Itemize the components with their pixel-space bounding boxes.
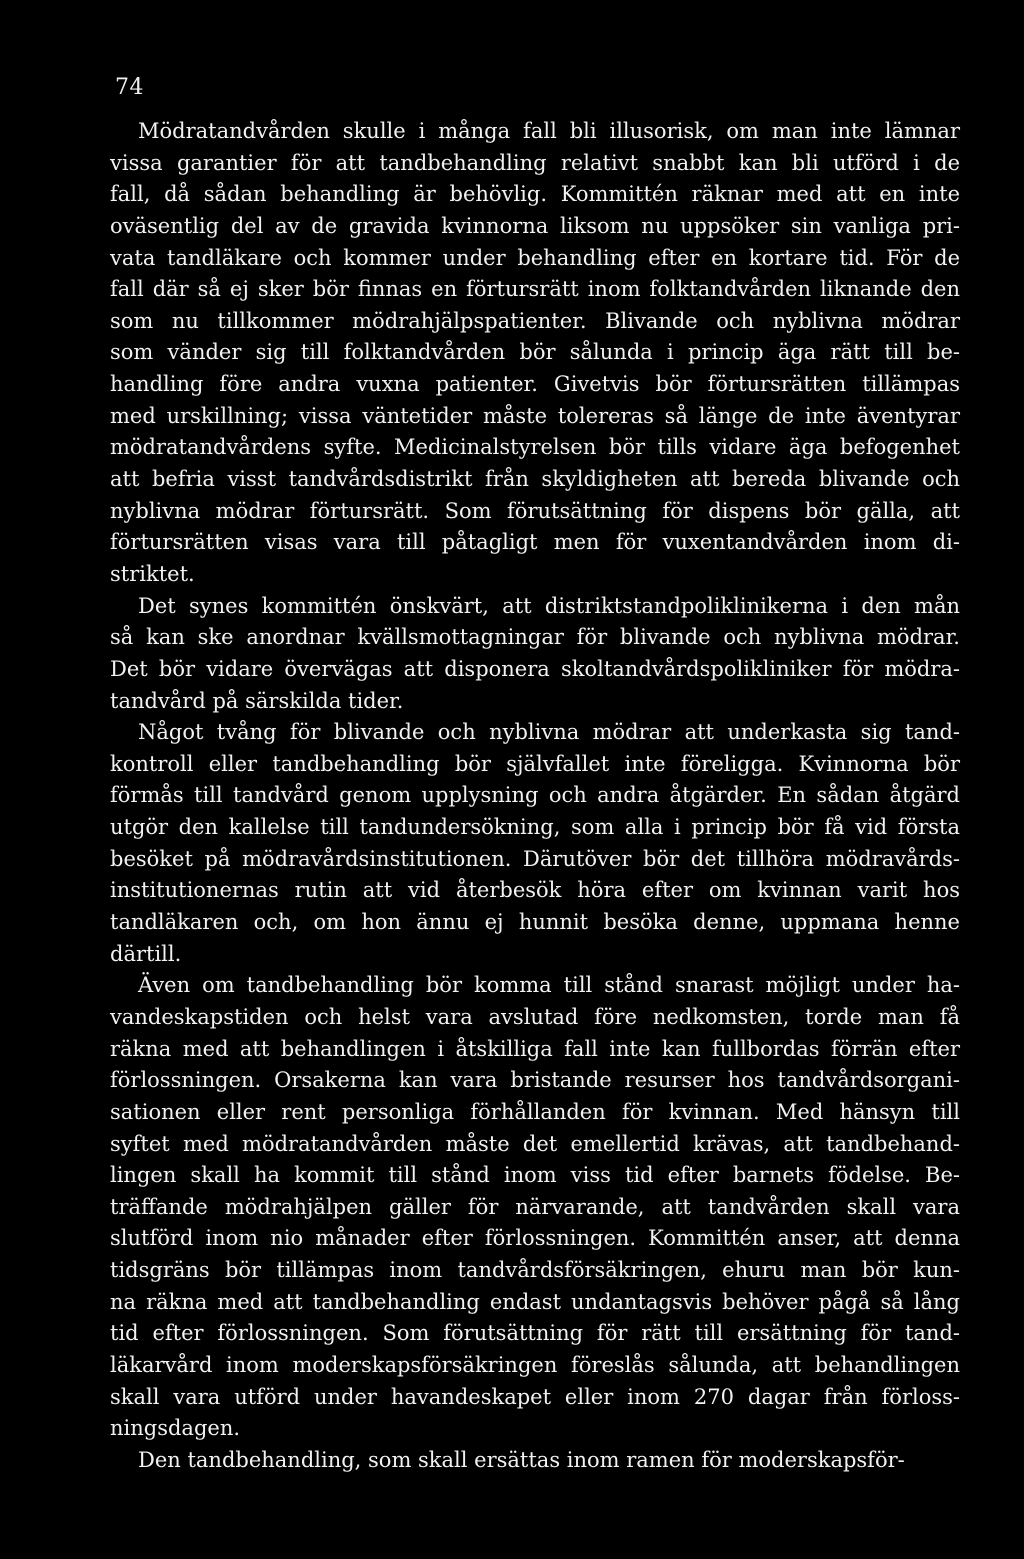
text-line: skall vara utförd under havandeskapet eller inom 270 dagar från förloss- [110,1384,960,1409]
text-line: nyblivna mödrar förtursrätt. Som förutsättning för dispens bör gälla, att [110,498,960,523]
text-line: fall, då sådan behandling är behövlig. Kommittén räknar med att en inte [110,182,960,207]
text-line: handling före andra vuxna patienter. Givetvis bör förtursrätten tillämpas [110,372,960,397]
text-line: tidsgräns bör tillämpas inom tandvårdsförsäkringen, ehuru man bör kun- [110,1258,960,1283]
text-line: förmås till tandvård genom upplysning och andra åtgärder. En sådan åtgärd [110,783,960,808]
text-line: så kan ske anordnar kvällsmottagningar för blivande och nyblivna mödrar. [110,625,960,650]
text-line: Mödratandvården skulle i många fall bli illusorisk, om man inte lämnar [138,119,960,143]
text-line: Något tvång för blivande och nyblivna mödrar att underkasta sig tand- [138,720,960,745]
text-line: syftet med mödratandvården måste det emellertid krävas, att tandbehand- [110,1131,960,1156]
text-line: vandeskapstiden och helst vara avslutad före nedkomsten, torde man få [110,1004,960,1029]
text-line: fall där så ej sker bör finnas en förtursrätt inom folktandvården liknande den [110,277,960,302]
text-line: förlossningen. Orsakerna kan vara bristande resurser hos tandvårdsorgani- [110,1068,960,1093]
text-line: därtill. [110,941,182,966]
text-line: sationen eller rent personliga förhållanden för kvinnan. Med hänsyn till [110,1099,960,1124]
body-text [110,116,960,1477]
text-line: Även om tandbehandling bör komma till stånd snarast möjligt under ha- [138,973,960,998]
text-line: striktet. [110,561,195,586]
text-line: kontroll eller tandbehandling bör självfallet inte föreligga. Kvinnorna bör [110,751,960,776]
text-line: träffande mödrahjälpen gäller för närvarande, att tandvården skall vara [110,1194,960,1219]
page-number: 74 [115,75,144,100]
text-line: vissa garantier för att tandbehandling relativt snabbt kan bli utförd i de [110,150,960,175]
text-line: tid efter förlossningen. Som förutsättning för rätt till ersättning för tand- [110,1321,960,1346]
text-line: förtursrätten visas vara till påtagligt men för vuxentandvården inom di- [110,530,960,555]
text-line: tandläkaren och, om hon ännu ej hunnit besöka denne, uppmana henne [110,910,960,935]
text-line: Det bör vidare övervägas att disponera skoltandvårdspolikliniker för mödra- [110,656,960,681]
text-line: som vänder sig till folktandvården bör sålunda i princip äga rätt till be- [110,340,960,365]
text-line: läkarvård inom moderskapsförsäkringen föreslås sålunda, att behandlingen [110,1352,960,1377]
text-line: som nu tillkommer mödrahjälpspatienter. Blivande och nyblivna mödrar [110,308,960,333]
text-line: att befria visst tandvårdsdistrikt från skyldigheten att bereda blivande och [110,467,960,492]
text-line: lingen skall ha kommit till stånd inom viss tid efter barnets födelse. Be- [110,1163,960,1188]
text-line: ningsdagen. [110,1416,241,1441]
text-line: utgör den kallelse till tandundersökning, som alla i princip bör få vid första [110,815,960,840]
text-line: med urskillning; vissa väntetider måste tolereras så länge de inte äventyrar [110,403,960,428]
text-line: Den tandbehandling, som skall ersättas inom ramen för moderskapsför- [138,1447,905,1472]
text-line: oväsentlig del av de gravida kvinnorna liksom nu uppsöker sin vanliga pri- [110,213,960,238]
text-line: tandvård på särskilda tider. [110,688,404,713]
text-line: vata tandläkare och kommer under behandling efter en kortare tid. För de [110,245,960,270]
text-line: slutförd inom nio månader efter förlossningen. Kommittén anser, att denna [110,1226,960,1251]
text-line: Det synes kommittén önskvärt, att distriktstandpoliklinikerna i den mån [138,593,960,618]
text-line: institutionernas rutin att vid återbesök höra efter om kvinnan varit hos [110,878,960,903]
text-line: mödratandvårdens syfte. Medicinalstyrelsen bör tills vidare äga befogenhet [110,435,960,460]
text-line: besöket på mödravårdsinstitutionen. Därutöver bör det tillhöra mödravårds- [110,846,960,871]
text-line: na räkna med att tandbehandling endast undantagsvis behöver pågå så lång [110,1289,960,1314]
text-line: räkna med att behandlingen i åtskilliga fall inte kan fullbordas förrän efter [110,1036,960,1061]
